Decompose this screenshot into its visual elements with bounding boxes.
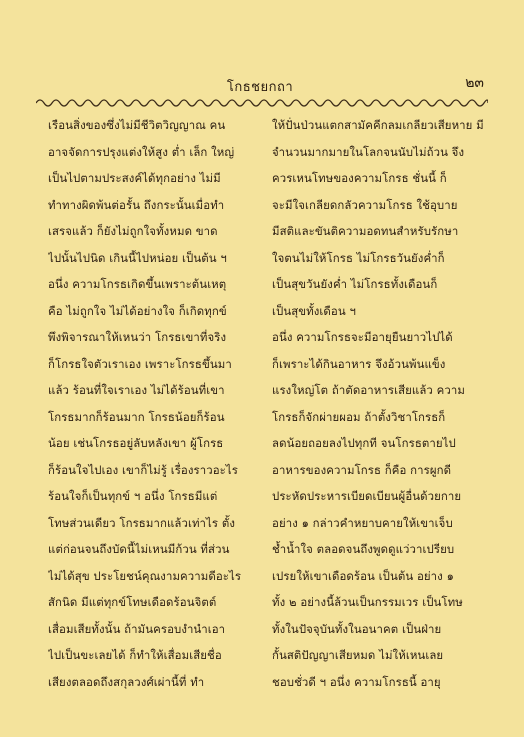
text-line: อนึ่ง ความโกรธจะมีอายุยืนยาวไปได้ — [272, 330, 453, 344]
text-line: พึงพิจารณาให้เหนว่า โกรธเขาที่จริง — [48, 330, 227, 344]
left-text-column — [48, 112, 274, 695]
text-line: ไปเป็นขะเลยได้ ก็ทำให้เสื่อมเสียชื่อ — [48, 648, 222, 662]
text-line: กั้นสติปัญญาเสียหมด ไม่ให้เหนเลย — [272, 648, 444, 662]
text-line: ควรเหนโทษของความโกรธ ชั่นนี้ ก็ — [272, 171, 447, 185]
text-line: เป็นไปตามประสงค์ได้ทุกอย่าง ไม่มี — [48, 171, 221, 185]
text-line: ช้ำน้ำใจ ตลอดจนถึงพูดดูแว่วาเปรียบ — [272, 542, 455, 556]
text-line: โทษส่วนเดียว โกรธมากแล้วเท่าไร ตั้ง — [48, 515, 235, 530]
text-line: ไปนั้นไปนิด เกินนี้ไปหน่อย เป็นต้น ฯ — [48, 250, 227, 265]
text-line: โกรธมากก็ร้อนมาก โกรธน้อยก็ร้อน — [48, 409, 225, 424]
text-line: อาจจัดการปรุงแต่งให้สูง ต่ำ เล็ก ใหญ่ — [48, 144, 235, 159]
text-line: อนึ่ง ความโกรธเกิดขึ้นเพราะต้นเหตุ — [48, 277, 227, 291]
text-line: ชอบชั่วดี ฯ อนึ่ง ความโกรธนี้ อายุ — [272, 674, 441, 689]
wavy-divider-ornament — [36, 96, 488, 110]
text-line: คือ ไม่ถูกใจ ไม่ได้อย่างใจ ก็เกิดทุกข์ — [48, 303, 227, 318]
text-line: จำนวนมากมายในโลกจนนับไม่ถ้วน จึง — [272, 144, 465, 159]
text-line: แรงใหญ่โต ถ้าตัดอาหารเสียแล้ว ความ — [272, 383, 465, 397]
text-line: ทั้งในปัจจุบันทั้งในอนาคต เป็นฝ่าย — [272, 621, 442, 636]
text-line: แล้ว ร้อนที่ใจเราเอง ไม่ได้ร้อนที่เขา — [48, 383, 225, 397]
text-line: สักนิด มีแต่ทุกข์โทษเดือดร้อนจิตต์ — [48, 595, 217, 609]
text-line: จะมีใจเกลียดกลัวความโกรธ ใช้อุบาย — [272, 197, 458, 212]
text-line: แต่ก่อนจนถึงบัดนี้ไม่เหนมีก้วน ที่ส่วน — [48, 542, 230, 556]
text-line: น้อย เช่นโกรธอยู่ลับหลังเขา ผู้โกรธ — [48, 436, 224, 450]
right-text-column — [272, 112, 500, 695]
text-line: ไม่ได้สุข ประโยชน์คุณงามความดีอะไร — [48, 568, 242, 583]
text-line: ก็เพราะได้กินอาหาร จึงอ้วนพ้นแข็ง — [272, 356, 446, 371]
text-line: ก็ร้อนใจไปเอง เขาก็ไม่รู้ เรื่องราวอะไร — [48, 462, 238, 477]
text-line: เรือนสิ่งของซึ่งไม่มีชีวิตวิญญาณ คน — [48, 118, 226, 132]
text-line: เป็นสุขวันยังค่ำ ไม่โกรธทั้งเดือนก็ — [272, 277, 438, 291]
text-line: มีสติและขันติความอดทนสำหรับรักษา — [272, 224, 459, 238]
running-title: โกธชยกถา — [226, 80, 294, 95]
text-line: โกรธก็จักผ่ายผอม ถ้าตั้งวิชาโกรธก็ — [272, 409, 446, 424]
text-line: ใจตนไม่ให้โกรธ ไม่โกรธวันยังค่ำก็ — [272, 250, 445, 265]
text-line: อาหารของความโกรธ ก็คือ การผูกดี — [272, 462, 452, 477]
text-line: ร้อนใจก็เป็นทุกข์ ฯ อนึ่ง โกรธมีแต่ — [48, 489, 218, 503]
page-number: ๒๓ — [465, 75, 484, 91]
text-line: ทั้ง ๒ อย่างนี้ล้วนเป็นกรรมเวร เป็นโทษ — [272, 595, 463, 609]
text-line: เสียงตลอดถึงสกุลวงศ์เผ่านี้ที่ ทำ — [48, 674, 205, 689]
text-line: เปรยให้เขาเดือดร้อน เป็นต้น อย่าง ๑ — [272, 568, 454, 583]
text-line: เป็นสุขทั้งเดือน ฯ — [272, 303, 356, 318]
text-line: ประหัดประหารเบียดเบียนผู้อื่นด้วยกาย — [272, 489, 462, 503]
text-line: ทำทางผิดพ้นต่อรั้น ถึงกระนั้นเมื่อทำ — [48, 197, 225, 212]
text-line: เสื่อมเสียทั้งนั้น ถ้ามันครอบงำนำเอา — [48, 621, 226, 636]
running-header — [36, 72, 484, 96]
text-line: ให้ปั่นป่วนแตกสามัคคีกลมเกลียวเสียหาย มี — [272, 118, 484, 132]
text-line: อย่าง ๑ กล่าวคำหยาบคายให้เขาเจ็บ — [272, 515, 453, 530]
text-line: เสรจแล้ว ก็ยังไม่ถูกใจทั้งหมด ขาด — [48, 224, 218, 238]
text-line: ก็โกรธใจตัวเราเอง เพราะโกรธขึ้นมา — [48, 356, 232, 371]
text-line: ลดน้อยถอยลงไปทุกที จนโกรธตายไป — [272, 436, 456, 450]
